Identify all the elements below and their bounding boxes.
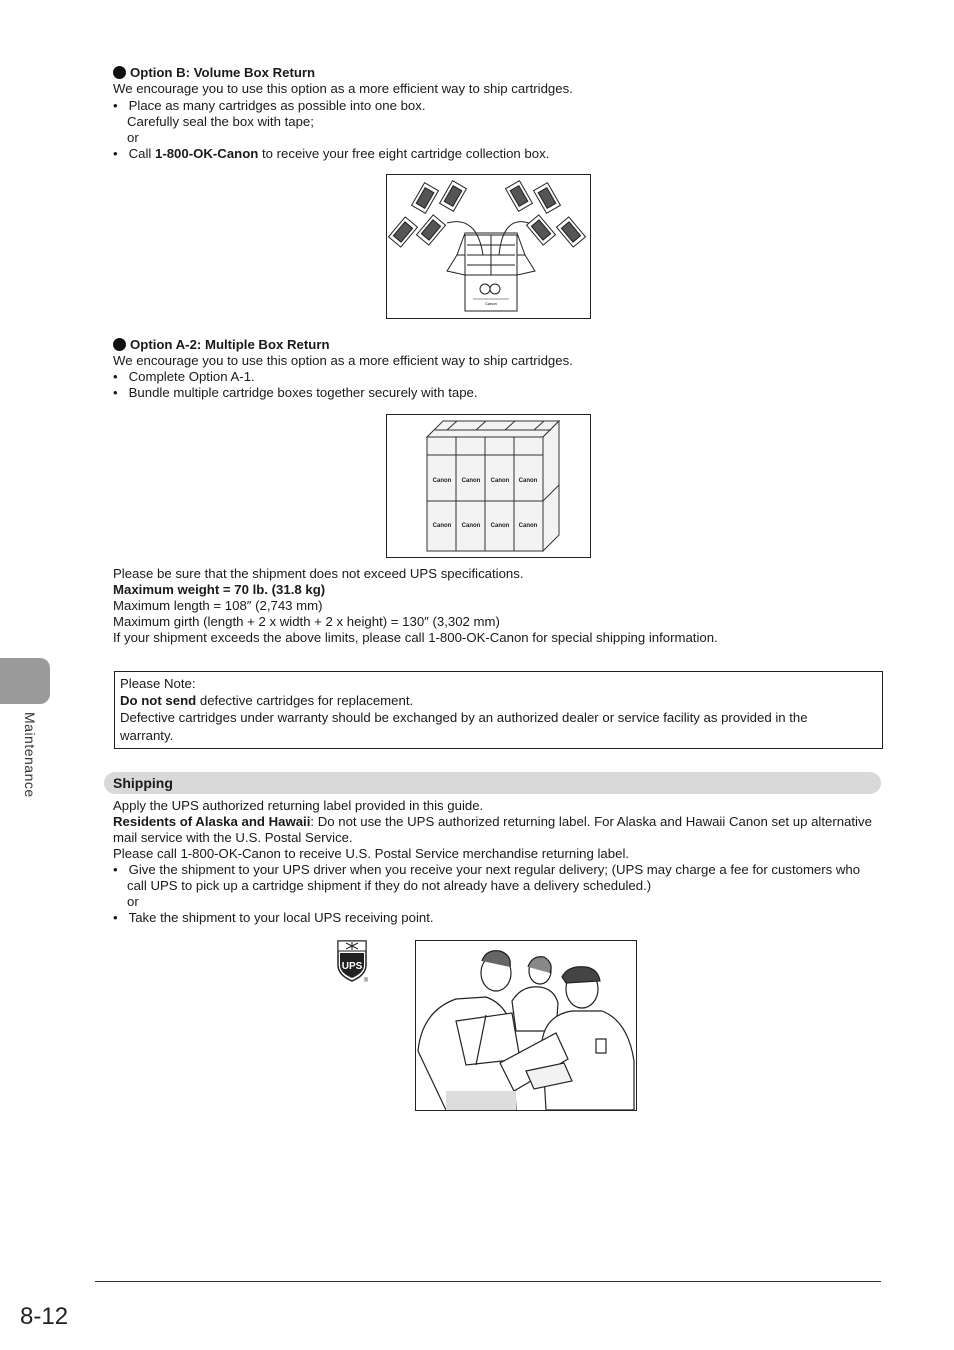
sidebar-label: Maintenance xyxy=(22,712,38,798)
note-do-not-send-bold: Do not send xyxy=(120,693,197,708)
page-number: 8-12 xyxy=(20,1303,69,1330)
people-with-package-illustration xyxy=(416,941,636,1110)
shipping-heading-bar xyxy=(104,772,881,794)
ups-shield-icon xyxy=(336,939,370,983)
cartridge-icon xyxy=(417,215,446,245)
cartridge-icon xyxy=(412,183,439,214)
option-a2-bullet-1: • Complete Option A-1. xyxy=(113,369,255,384)
box-label: Canon xyxy=(461,523,481,529)
box-label: Canon xyxy=(461,478,481,484)
option-b-intro: We encourage you to use this option as a more efficient way to ship cartridges. xyxy=(113,81,573,96)
bullet-dot-icon xyxy=(113,66,126,79)
cartridge-icon xyxy=(534,183,561,214)
specs-exceeds: If your shipment exceeds the above limits, please call 1-800-OK-Canon for special shipping information. xyxy=(113,630,718,645)
note-warranty-line-1: Defective cartridges under warranty should be exchanged by an authorized dealer or service facility as provided in the xyxy=(120,710,808,725)
shipping-or: or xyxy=(127,894,139,909)
box-label: Canon xyxy=(518,478,538,484)
box-label: Canon xyxy=(490,478,510,484)
option-a2-bullet-2-text: Bundle multiple cartridge boxes together securely with tape. xyxy=(128,385,478,400)
ups-registered-mark: ® xyxy=(363,978,369,983)
option-b-bullet-1-text: Place as many cartridges as possible into one box. xyxy=(128,98,426,113)
cartridge-icon xyxy=(557,217,586,247)
specs-intro: Please be sure that the shipment does not exceed UPS specifications. xyxy=(113,566,524,581)
box-label: Canon xyxy=(432,478,452,484)
shipping-bullet-2: • Take the shipment to your local UPS receiving point. xyxy=(113,910,434,925)
option-b-bullet-1: • Place as many cartridges as possible into one box. xyxy=(113,98,426,113)
footer-rule xyxy=(95,1281,881,1282)
ups-logo-text: UPS xyxy=(341,961,363,972)
option-a2-bullet-1-text: Complete Option A-1. xyxy=(128,369,255,384)
option-b-bullet-1-cont: Carefully seal the box with tape; xyxy=(127,114,314,129)
note-do-not-send-rest: defective cartridges for replacement. xyxy=(196,693,414,708)
ups-logo xyxy=(336,939,370,983)
cartridge-icon xyxy=(440,181,467,212)
option-b-or: or xyxy=(127,130,139,145)
shipping-bullet-1-line-2: call UPS to pick up a cartridge shipment if they do not already have a delivery scheduled.) xyxy=(127,878,652,893)
phone-number-bold: 1-800-OK-Canon xyxy=(155,146,259,161)
option-a2-heading xyxy=(113,337,330,353)
shipping-bullet-1: • Give the shipment to your UPS driver when you receive your next regular delivery; (UPS may charge a fee for customers who xyxy=(113,862,861,877)
shipping-residents-bold: Residents of Alaska and Hawaii xyxy=(113,814,311,829)
box-canon-text: Canon xyxy=(485,301,497,306)
cartridge-icon xyxy=(389,217,418,247)
specs-max-length: Maximum length = 108″ (2,743 mm) xyxy=(113,598,323,613)
cartridge-icon xyxy=(527,215,556,245)
sidebar-tab xyxy=(0,658,50,704)
multiple-box-figure xyxy=(386,414,591,558)
shipping-bullet-1-text: Give the shipment to your UPS driver when you receive your next regular delivery; (UPS may charge a fee for customers who xyxy=(128,862,861,877)
specs-max-weight: Maximum weight = 70 lb. (31.8 kg) xyxy=(113,582,326,597)
option-a2-bullet-2: • Bundle multiple cartridge boxes together securely with tape. xyxy=(113,385,478,400)
cartridges-into-box-illustration xyxy=(387,175,590,318)
note-warranty-line-2: warranty. xyxy=(120,728,174,743)
box-label: Canon xyxy=(518,523,538,529)
option-b-bullet-2-post: to receive your free eight cartridge collection box. xyxy=(258,146,550,161)
ups-delivery-figure xyxy=(415,940,637,1111)
box-label: Canon xyxy=(490,523,510,529)
bullet-dot-icon xyxy=(113,338,126,351)
note-label: Please Note: xyxy=(120,676,196,691)
specs-max-girth: Maximum girth (length + 2 x width + 2 x height) = 130″ (3,302 mm) xyxy=(113,614,500,629)
shipping-residents-rest: : Do not use the UPS authorized returning label. For Alaska and Hawaii Canon set up alternative xyxy=(310,814,872,829)
option-a2-title: Option A-2: Multiple Box Return xyxy=(130,337,330,352)
box-label: Canon xyxy=(432,523,452,529)
shipping-residents xyxy=(113,814,872,830)
volume-box-figure xyxy=(386,174,591,319)
option-b-bullet-2-pre: Call xyxy=(128,146,155,161)
cartridge-icon xyxy=(506,181,533,212)
shipping-bullet-2-text: Take the shipment to your local UPS receiving point. xyxy=(128,910,434,925)
option-a2-intro: We encourage you to use this option as a more efficient way to ship cartridges. xyxy=(113,353,573,368)
collection-box-icon xyxy=(447,233,535,311)
shipping-line-1: Apply the UPS authorized returning label provided in this guide. xyxy=(113,798,484,813)
shipping-call-line: Please call 1-800-OK-Canon to receive U.S. Postal Service merchandise returning label. xyxy=(113,846,630,861)
shipping-title: Shipping xyxy=(113,775,173,791)
option-b-heading xyxy=(113,65,315,81)
note-do-not-send xyxy=(120,693,413,709)
option-b-bullet-2: • Call 1-800-OK-Canon to receive your free eight cartridge collection box. xyxy=(113,146,550,161)
option-b-title: Option B: Volume Box Return xyxy=(130,65,316,80)
shipping-residents-line-2: mail service with the U.S. Postal Service. xyxy=(113,830,353,845)
bundled-boxes-illustration xyxy=(387,415,590,557)
